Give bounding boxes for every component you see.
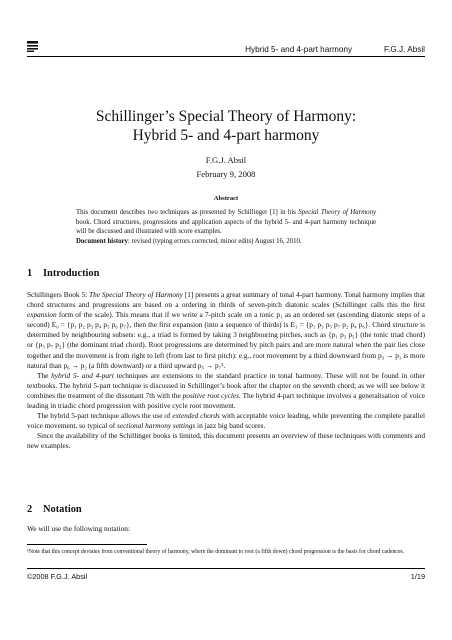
page-number: 1/19: [410, 572, 425, 581]
section-heading-introduction: 1 Introduction: [27, 268, 100, 279]
document-logo-icon: [27, 41, 38, 52]
copyright: ©2008 F.G.J. Absil: [27, 572, 88, 581]
paper-title: [0, 107, 452, 145]
running-author: F.G.J. Absil: [384, 45, 425, 54]
author-name: F.G.J. Absil: [205, 155, 247, 165]
header-rule: [27, 56, 425, 57]
running-title: Hybrid 5- and 4-part harmony: [245, 45, 353, 54]
abstract-body: This document describes two techniques as presented by Schillinger [1] in his Special Theory of Harmony book. Chord structures, progressions and application aspects of the hybrid 5- and 4-part harmony technique will be discussed and illustrated with score examples. Document history: revised (typing errors corrected, minor edits) August 16, 2010.: [76, 209, 376, 245]
intro-paragraph-3: The hybrid 5-part technique allows the use of extended chords with acceptable voice leading, while preventing the complete parallel voice movement, so typical of sectional harmony settings in jazz big band scores.: [27, 411, 425, 431]
page-footer: [27, 572, 425, 581]
document-history-label: Document history: [76, 237, 128, 245]
intro-paragraph-1: Schillingers Book 5: The Special Theory of Harmony [1] presents a great summary of tonal 4-part harmony. Tonal harmony implies that chord structures and progressions are based on a ordering in thirds of seven-pitch diatonic scales (Schillinger calls this the first expansion form of the scale). This means that if we write a 7-pitch scale on a tonic p₁ as an ordered set (ascending diatonic steps of a second) E₀ = {p₁ p₂ p₃ p₄ p₅ p₆ p₇}, then the first expansion (into a sequence of thirds) is E₁ = {p₁ p₃ p₅ p₇ p₂ p₄ p₆}. Chord structure is determined by neighbouring subsets: e.g., a triad is formed by taking 3 neighbouring pitches, such as {p₁ p₃ p₅} (the tonic triad chord) or {p₅ p₇ p₂} (the dominant triad chord). Root progressions are determined by pitch pairs and are more natural when the pair lies close together and the movement is from right to left (from last to first pitch): e.g., root movement by a third downward from p₃ → p₁ is more natural than p₆ → p₂ (a fifth downward) or a third upward p₅ → p₇¹.: [27, 290, 425, 370]
footer-rule: [27, 568, 425, 569]
document-history-text: : revised (typing errors corrected, minor edits) August 16, 2010.: [127, 237, 302, 245]
footnote: ¹Note that this concept deviates from conventional theory of harmony, where the dominant to root (a fifth down) chord progression is the basis for chord cadences.: [27, 549, 405, 555]
publication-date: February 9, 2008: [196, 169, 256, 179]
intro-paragraph-2: The hybrid 5- and 4-part techniques are extensions to the standard practice in tonal harmony. These will not be found in other textbooks. The hybrid 5-part technique is discussed in Schillinger’s book after the chapter on the seventh chord; as we will see below it combines the treatment of the dissonant 7th with the positive root cycles. The hybrid 4-part technique involves a generalisation of voice leading in triadic chord progression with positive cycle root movement.: [27, 370, 426, 411]
notation-body: We will use the following notation:: [27, 524, 130, 533]
intro-paragraph-4: Since the availability of the Schillinger books is limited, this document presents an overview of these techniques with comments and new examples.: [27, 431, 425, 451]
section-heading-notation: 2 Notation: [27, 504, 82, 515]
book-title: Special Theory of Harmony: [298, 209, 376, 216]
abstract-heading: Abstract: [213, 195, 239, 202]
title-line-2: Hybrid 5- and 4-part harmony: [132, 127, 320, 144]
page-header: [27, 38, 425, 54]
introduction-body: [27, 290, 425, 452]
footnote-rule: [27, 544, 147, 545]
title-line-1: Schillinger’s Special Theory of Harmony:: [95, 108, 357, 125]
